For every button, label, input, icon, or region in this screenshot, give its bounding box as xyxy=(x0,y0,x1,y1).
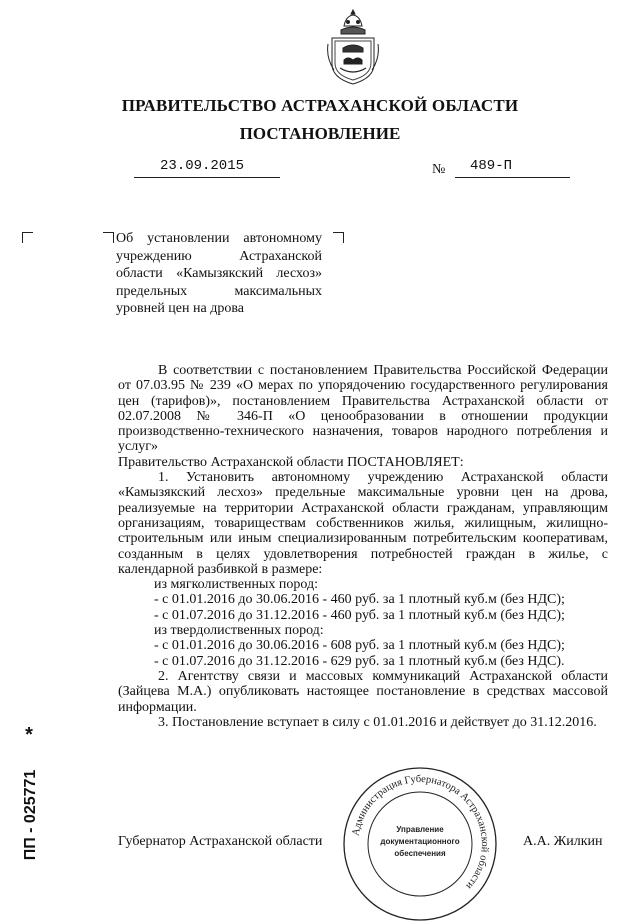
preamble-paragraph: В соответствии с постановлением Правительства Российской Федерации от 07.03.95 № 239 «О мерах по упорядочению государственного регулирования цен (тарифов)», постановлением Правительства Астраханской области от 02.07.2008 № 346-П «О ценообразовании в отношении продукции производственно-технического назначения, товаров народного потребления и услуг» xyxy=(118,363,608,455)
stamp-center-line-2: документационного xyxy=(380,837,460,846)
corner-mark-subject-start xyxy=(103,232,114,243)
hardwood-price-2: - с 01.07.2016 до 31.12.2016 - 629 руб. за 1 плотный куб.м (без НДС). xyxy=(154,653,565,669)
document-number: 489-П xyxy=(470,158,513,174)
number-underline xyxy=(455,177,570,178)
item-3-paragraph: 3. Постановление вступает в силу с 01.01.2016 и действует до 31.12.2016. xyxy=(158,714,597,730)
corner-mark-left xyxy=(22,232,33,243)
document-subject: Об установлении автономному учреждению Астраханской области «Камызякский лесхоз» предельных максимальных уровней цен на дрова xyxy=(116,231,322,316)
coat-of-arms-emblem xyxy=(326,8,380,88)
stamp-center-line-3: обеспечения xyxy=(394,849,446,858)
decree-line: Правительство Астраханской области ПОСТАНОВЛЯЕТ: xyxy=(118,454,464,470)
document-type-title: ПОСТАНОВЛЕНИЕ xyxy=(239,124,401,143)
softwood-price-1: - с 01.01.2016 до 30.06.2016 - 460 руб. за 1 плотный куб.м (без НДС); xyxy=(154,592,565,608)
softwood-price-2: - с 01.07.2016 до 31.12.2016 - 460 руб. за 1 плотный куб.м (без НДС); xyxy=(154,607,565,623)
signatory-position: Губернатор Астраханской области xyxy=(118,834,323,849)
document-date: 23.09.2015 xyxy=(160,158,245,174)
official-stamp xyxy=(340,764,500,924)
item-1-paragraph: 1. Установить автономному учреждению Астраханской области «Камызякский лесхоз» предельные максимальные уровни цен на дрова, реализуемые на территории Астраханской области гражданам, управляющим организациям, товариществам собственников жилья, жилищным, жилищно-строительным или иным специализированным потребительским кооперативам, созданным в целях удовлетворения потребностей граждан в жилье, с календарной разбивкой в размере: xyxy=(118,470,608,577)
serial-number-text: ПП - 025771 xyxy=(22,769,39,861)
stamp-ring-text: Администрация Губернатора Астраханской области xyxy=(350,773,491,892)
document-body xyxy=(118,363,608,730)
date-underline xyxy=(134,177,280,178)
softwood-label: из мягколиственных пород: xyxy=(154,577,319,593)
government-title: ПРАВИТЕЛЬСТВО АСТРАХАНСКОЙ ОБЛАСТИ xyxy=(121,96,519,115)
corner-mark-subject-end xyxy=(333,232,344,243)
hardwood-label: из твердолиственных пород: xyxy=(154,623,324,639)
number-sign: № xyxy=(432,162,446,177)
hardwood-price-1: - с 01.01.2016 до 30.06.2016 - 608 руб. за 1 плотный куб.м (без НДС); xyxy=(154,638,565,654)
signatory-name: А.А. Жилкин xyxy=(523,834,603,849)
serial-asterisk: * xyxy=(25,724,33,746)
stamp-center-line-1: Управление xyxy=(396,825,444,834)
serial-number xyxy=(18,723,40,873)
item-2-paragraph: 2. Агентству связи и массовых коммуникаций Астраханской области (Зайцева М.А.) опубликовать настоящее постановление в средствах массовой информации. xyxy=(118,668,608,715)
